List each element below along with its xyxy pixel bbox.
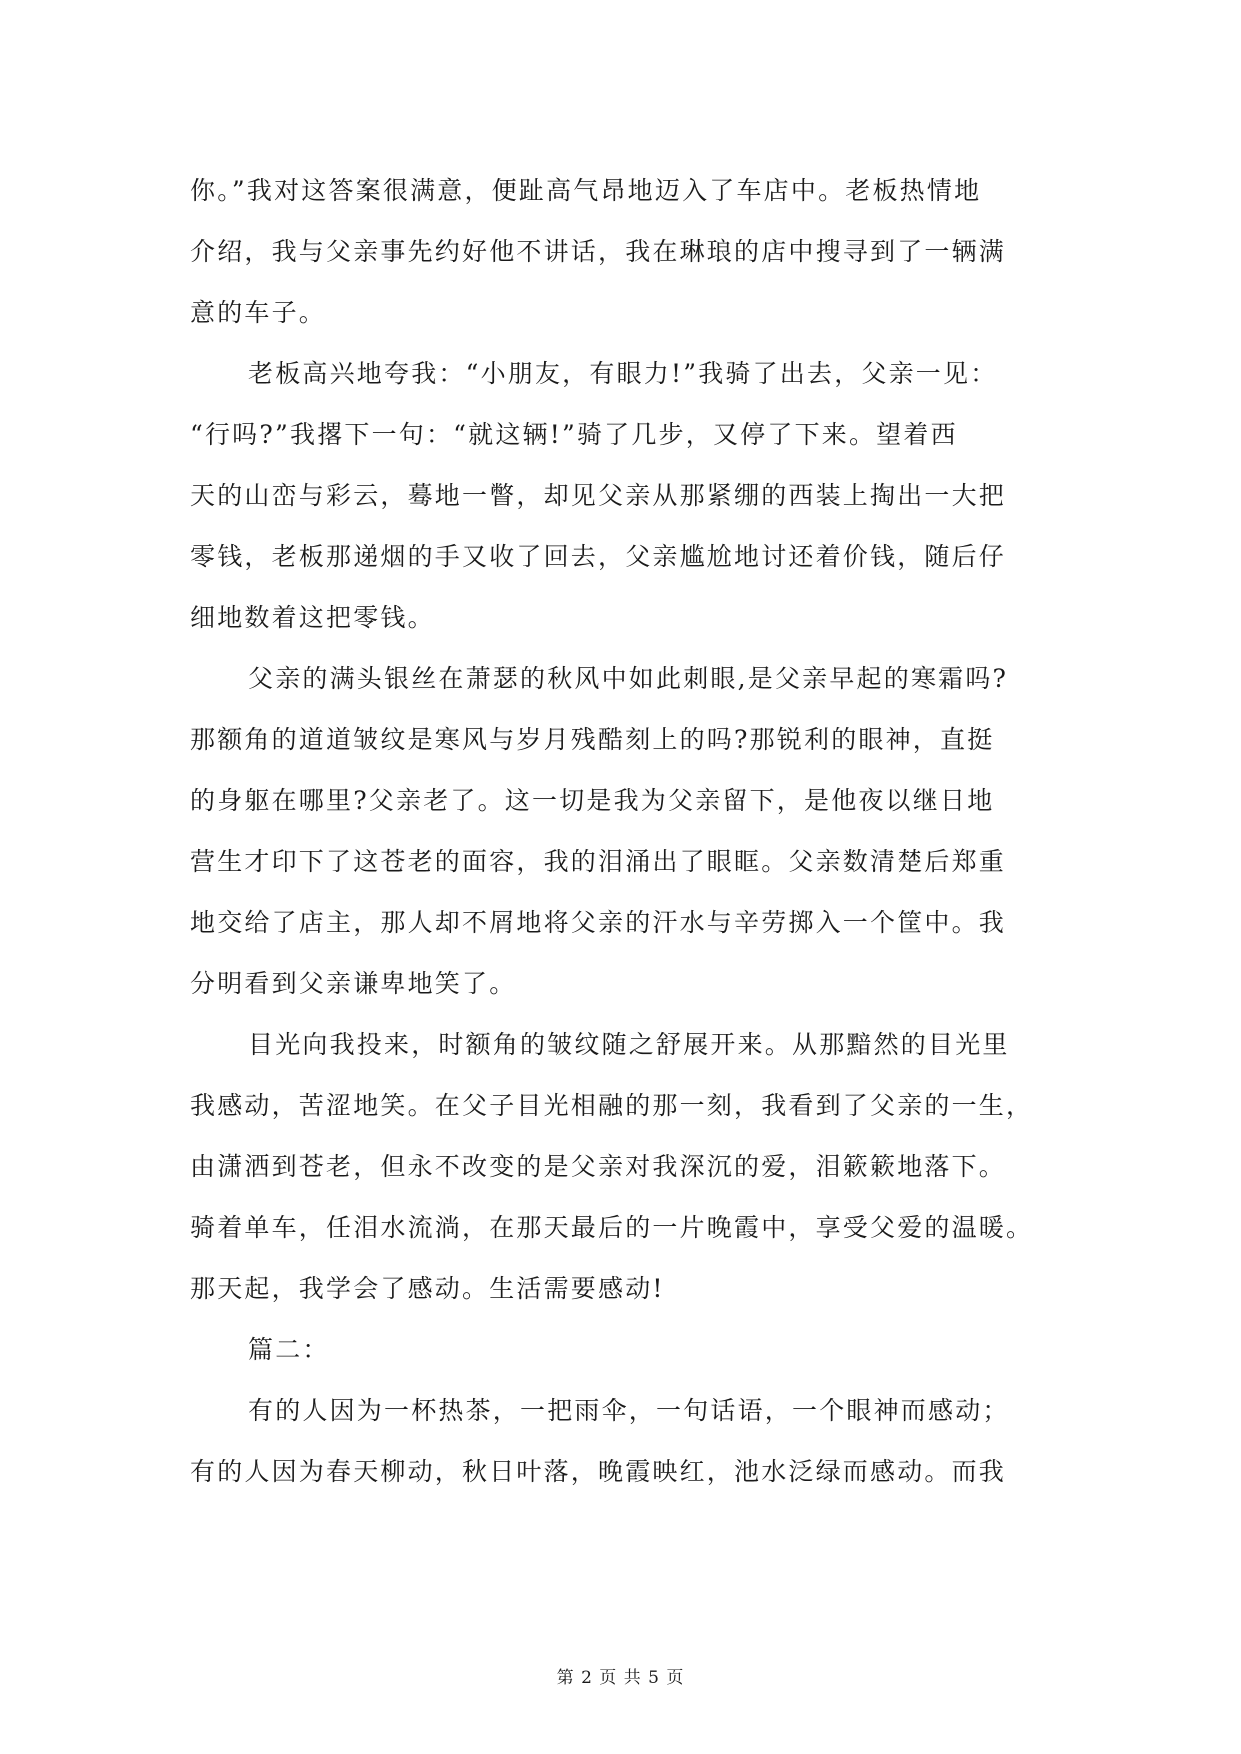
text-line: 有的人因为一杯热茶，一把雨伞，一句话语，一个眼神而感动；: [248, 1396, 1010, 1425]
text-line: 目光向我投来，时额角的皱纹随之舒展开来。从那黯然的目光里: [248, 1030, 1010, 1059]
text-line: 介绍，我与父亲事先约好他不讲话，我在琳琅的店中搜寻到了一辆满: [190, 237, 1007, 266]
text-line: 你。”我对这答案很满意，便趾高气昂地迈入了车店中。老板热情地: [190, 176, 982, 205]
text-line: 零钱，老板那递烟的手又收了回去，父亲尴尬地讨还着价钱，随后仔: [190, 542, 1007, 571]
page-number-footer: 第 2 页 共 5 页: [556, 1668, 685, 1688]
text-line: 意的车子。: [190, 298, 327, 327]
text-line: 我感动，苦涩地笑。在父子目光相融的那一刻，我看到了父亲的一生，: [190, 1091, 1034, 1120]
text-line: 老板高兴地夸我：“小朋友，有眼力!”我骑了出去，父亲一见：: [248, 359, 998, 388]
text-line: 分明看到父亲谦卑地笑了。: [190, 969, 517, 998]
text-line: 父亲的满头银丝在萧瑟的秋风中如此刺眼,是父亲早起的寒霜吗?: [248, 664, 1009, 693]
text-line: 由潇洒到苍老，但永不改变的是父亲对我深沉的爱，泪簌簌地落下。: [190, 1152, 1007, 1181]
text-line: 篇二：: [248, 1335, 330, 1364]
text-line: 营生才印下了这苍老的面容，我的泪涌出了眼眶。父亲数清楚后郑重: [190, 847, 1007, 876]
text-line: “行吗?”我撂下一句：“就这辆!”骑了几步，又停了下来。望着西: [190, 420, 958, 449]
text-line: 地交给了店主，那人却不屑地将父亲的汗水与辛劳掷入一个筐中。我: [190, 908, 1007, 937]
text-line: 的身躯在哪里?父亲老了。这一切是我为父亲留下，是他夜以继日地: [190, 786, 995, 815]
text-line: 天的山峦与彩云，蓦地一瞥，却见父亲从那紧绷的西装上掏出一大把: [190, 481, 1007, 510]
text-line: 有的人因为春天柳动，秋日叶落，晚霞映红，池水泛绿而感动。而我: [190, 1457, 1007, 1486]
text-line: 细地数着这把零钱。: [190, 603, 435, 632]
text-line: 那天起，我学会了感动。生活需要感动!: [190, 1274, 665, 1303]
text-line: 那额角的道道皱纹是寒风与岁月残酷刻上的吗?那锐利的眼神，直挺: [190, 725, 995, 754]
document-body: [190, 160, 1070, 1502]
text-line: 骑着单车，任泪水流淌，在那天最后的一片晚霞中，享受父爱的温暖。: [190, 1213, 1034, 1242]
